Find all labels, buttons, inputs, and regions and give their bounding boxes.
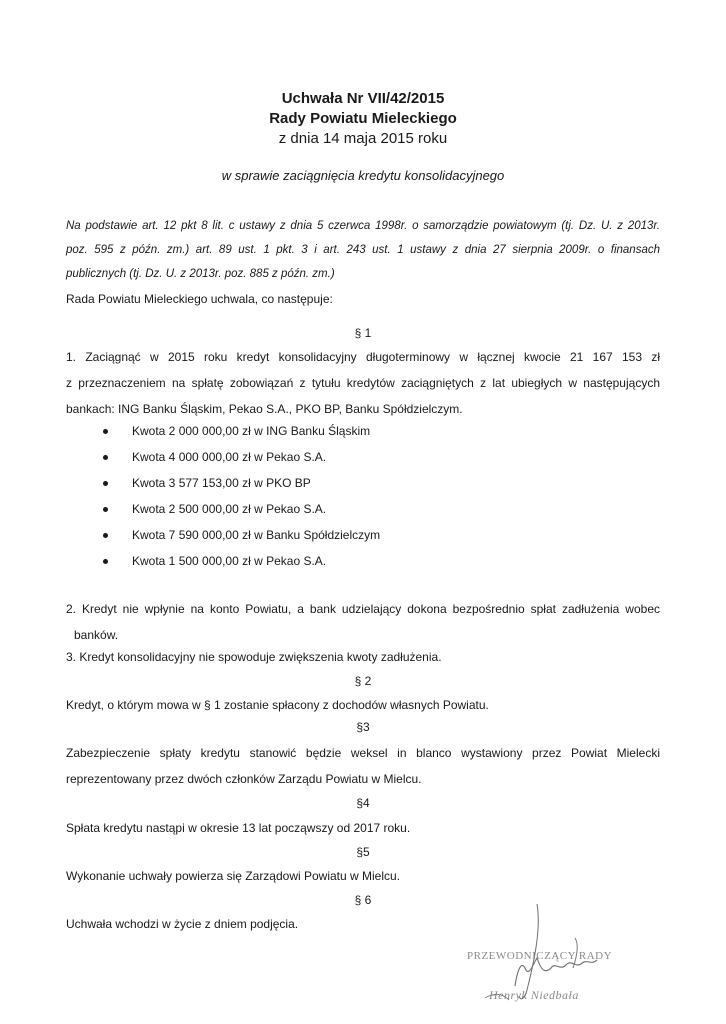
section-5-text: Wykonanie uchwały powierza się Zarządowi Powiatu w Mielcu. (66, 869, 401, 883)
handwritten-signature-icon (455, 898, 625, 1008)
section-5-heading: §5 (356, 845, 370, 859)
section-1-item-2 (66, 596, 660, 648)
section-2-text: Kredyt, o którym mowa w § 1 zostanie spłacony z dochodów własnych Powiatu. (66, 698, 489, 712)
section-6-heading: § 6 (354, 893, 372, 907)
bullet-icon (103, 507, 108, 512)
paragraph-line: 2. Kredyt nie wpłynie na konto Powiatu, a bank udzielający dokona bezpośrednio spłat zadłużenia wobec (66, 602, 660, 616)
paragraph-line: z przeznaczeniem na spłatę zobowiązań z tytułu kredytów zaciągniętych z lat ubiegłych w następujących (66, 376, 660, 390)
bullet-text: Kwota 3 577 153,00 zł w PKO BP (132, 476, 311, 490)
bullet-icon (103, 429, 108, 434)
resolution-subject: w sprawie zaciągnięcia kredytu konsolidacyjnego (221, 168, 505, 183)
bullet-item (103, 424, 370, 438)
bullet-item (103, 554, 326, 568)
bullet-item (103, 502, 326, 516)
legal-basis-line: poz. 595 z późn. zm.) art. 89 ust. 1 pkt. 3 i art. 243 ust. 1 ustawy z dnia 27 sierpnia 2009r. o finansach (66, 244, 660, 256)
bullet-text: Kwota 2 000 000,00 zł w ING Banku Śląskim (132, 424, 371, 438)
section-6-text: Uchwała wchodzi w życie z dniem podjęcia. (66, 917, 299, 931)
bullet-text: Kwota 1 500 000,00 zł w Pekao S.A. (132, 554, 327, 568)
section-1-item-3: 3. Kredyt konsolidacyjny nie spowoduje zwiększenia kwoty zadłużenia. (66, 650, 442, 664)
paragraph-line: reprezentowany przez dwóch członków Zarządu Powiatu w Mielcu. (66, 772, 422, 786)
chairman-signature-stamp (455, 898, 625, 1008)
bullet-text: Kwota 4 000 000,00 zł w Pekao S.A. (132, 450, 327, 464)
paragraph-line: 1. Zaciągnąć w 2015 roku kredyt konsolidacyjny długoterminowy w łącznej kwocie 21 167 153 zł (66, 350, 660, 364)
bullet-icon (103, 559, 108, 564)
bullet-text: Kwota 2 500 000,00 zł w Pekao S.A. (132, 502, 327, 516)
bullet-icon (103, 533, 108, 538)
bullet-item (103, 528, 380, 542)
resolution-date: z dnia 14 maja 2015 roku (278, 130, 448, 147)
bullet-icon (103, 481, 108, 486)
stamp-name: Henryk Niedbała (489, 988, 579, 1002)
bullet-item (103, 476, 311, 490)
section-3-heading: §3 (356, 720, 370, 734)
paragraph-line: bankach: ING Banku Śląskim, Pekao S.A., PKO BP, Banku Spółdzielczym. (66, 402, 463, 416)
section-4-text: Spłata kredytu nastąpi w okresie 13 lat począwszy od 2017 roku. (66, 821, 411, 835)
resolution-number: Uchwała Nr VII/42/2015 (281, 90, 445, 107)
intro-text: Rada Powiatu Mieleckiego uchwala, co następuje: (66, 292, 333, 306)
legal-basis-line: publicznych (tj. Dz. U. z 2013r. poz. 885 z późn. zm.) (66, 268, 335, 280)
stamp-title: PRZEWODNICZĄCY RADY (467, 950, 613, 962)
paragraph-line: banków. (74, 628, 119, 642)
bullet-icon (103, 455, 108, 460)
bullet-text: Kwota 7 590 000,00 zł w Banku Spółdzielczym (132, 528, 381, 542)
section-1-item-1 (66, 344, 660, 422)
section-2-heading: § 2 (354, 674, 372, 688)
paragraph-line: Zabezpieczenie spłaty kredytu stanowić będzie weksel in blanco wystawiony przez Powiat Mielecki (66, 746, 660, 760)
council-name: Rady Powiatu Mieleckiego (269, 110, 457, 127)
legal-basis-line: Na podstawie art. 12 pkt 8 lit. c ustawy z dnia 5 czerwca 1998r. o samorządzie powiatowym (tj. Dz. U. z 2013r. (66, 220, 660, 232)
section-3-text (66, 740, 660, 792)
section-4-heading: §4 (356, 796, 370, 810)
section-1-heading: § 1 (354, 326, 372, 340)
legal-basis (66, 214, 660, 286)
bullet-item (103, 450, 326, 464)
